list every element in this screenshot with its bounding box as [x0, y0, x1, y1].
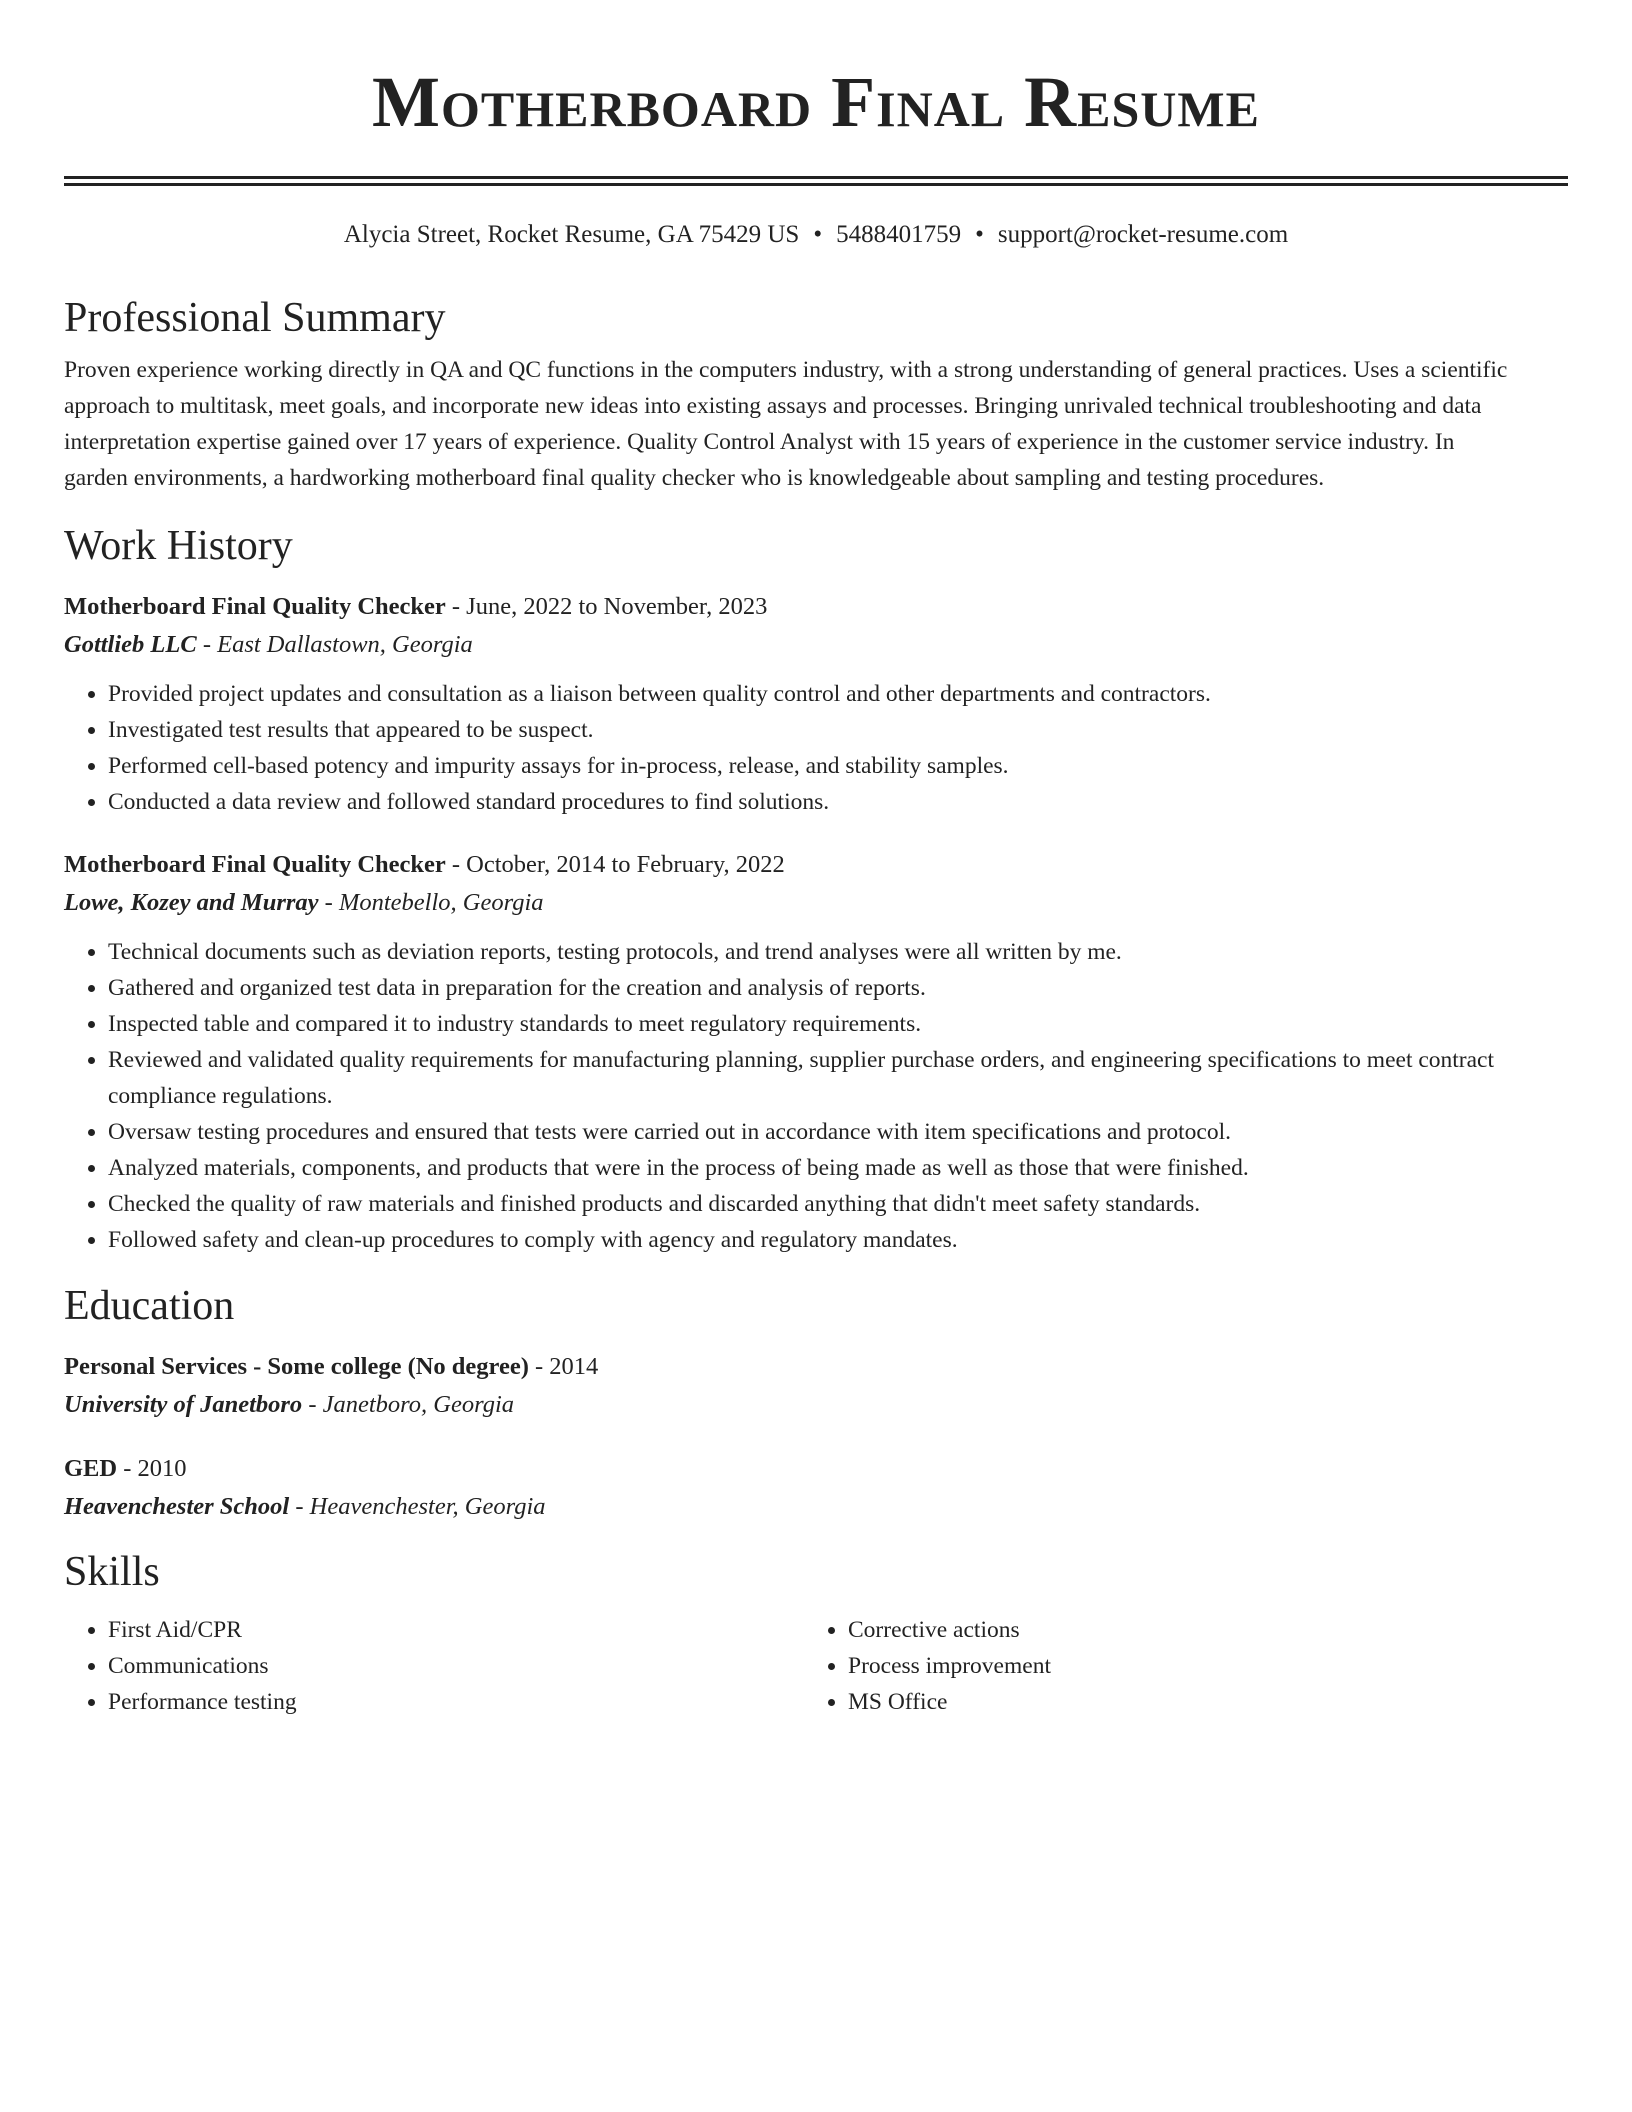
contact-address: Alycia Street, Rocket Resume, GA 75429 US [343, 221, 800, 248]
skills-heading: Skills [64, 1549, 160, 1595]
summary-section [64, 292, 1568, 496]
education-year: - 2010 [117, 1455, 187, 1482]
job-company: Lowe, Kozey and Murray [64, 889, 319, 916]
job-role: Motherboard Final Quality Checker [64, 851, 446, 878]
contact-separator: • [975, 221, 984, 248]
skill-item: • Corrective actions [848, 1612, 1544, 1648]
job-location: - East Dallastown, Georgia [196, 631, 473, 658]
contact-line [64, 218, 1568, 252]
skill-item: • First Aid/CPR [108, 1612, 804, 1648]
education-entry [64, 1348, 1568, 1424]
job-bullet: • Oversaw testing procedures and ensured that tests were carried out in accordance with item specifications and protocol. [108, 1114, 1568, 1150]
job-org-line [64, 884, 1568, 922]
job-bullet: • Investigated test results that appeared to be suspect. [108, 712, 1568, 748]
contact-email: support@rocket-resume.com [997, 221, 1289, 248]
job-bullet: • Followed safety and clean-up procedures to comply with agency and regulatory mandates. [108, 1222, 1568, 1258]
skill-item: • MS Office [848, 1684, 1544, 1720]
skill-item: • Performance testing [108, 1684, 804, 1720]
summary-text: Proven experience working directly in QA and QC functions in the computers industry, with a strong understanding of general practices. Uses a scientific approach to multitask, meet goals, and incorporate new ideas into existing assays and processes. Bringing unrivaled technical troubleshooting and data interpretation expertise gained over 17 years of experience. Quality Control Analyst with 15 years of experience in the customer service industry. In garden environments, a hardworking motherboard final quality checker who is knowledgeable about sampling and testing procedures. [64, 357, 1508, 491]
job-bullet: • Inspected table and compared it to industry standards to meet regulatory requirements. [108, 1006, 1568, 1042]
job-entry [64, 846, 1568, 1258]
education-degree: Personal Services - Some college (No degree) [64, 1353, 529, 1380]
education-school: University of Janetboro [64, 1391, 303, 1418]
title-divider [64, 176, 1568, 186]
job-dates: - October, 2014 to February, 2022 [445, 851, 785, 878]
skill-item: • Process improvement [848, 1648, 1544, 1684]
job-location: - Montebello, Georgia [318, 889, 544, 916]
job-title-line [64, 588, 1568, 626]
job-bullet-list [64, 676, 1568, 820]
education-school-line [64, 1386, 1568, 1424]
job-role: Motherboard Final Quality Checker [64, 593, 446, 620]
skills-list-left [64, 1612, 804, 1720]
education-entry [64, 1450, 1568, 1526]
job-dates: - June, 2022 to November, 2023 [445, 593, 768, 620]
contact-separator: • [813, 221, 823, 248]
education-location: - Janetboro, Georgia [302, 1391, 515, 1418]
job-company: Gottlieb LLC [64, 631, 197, 658]
skills-section [64, 1546, 1568, 1720]
job-bullet: • Checked the quality of raw materials and finished products and discarded anything that didn't meet safety standards. [108, 1186, 1568, 1222]
job-bullet-list [64, 934, 1568, 1258]
skills-list-right [804, 1612, 1544, 1720]
job-bullet: • Analyzed materials, components, and products that were in the process of being made as well as those that were finished. [108, 1150, 1568, 1186]
job-bullet: • Technical documents such as deviation reports, testing protocols, and trend analyses were all written by me. [108, 934, 1568, 970]
job-title-line [64, 846, 1568, 884]
education-heading: Education [64, 1283, 235, 1329]
job-org-line [64, 626, 1568, 664]
education-degree-line [64, 1348, 1568, 1386]
skill-item: • Communications [108, 1648, 804, 1684]
job-entry [64, 588, 1568, 820]
job-bullet: • Conducted a data review and followed standard procedures to find solutions. [108, 784, 1568, 820]
education-location: - Heavenchester, Georgia [289, 1493, 546, 1520]
work-history-section [64, 520, 1568, 1258]
education-school-line [64, 1488, 1568, 1526]
work-history-heading: Work History [64, 523, 293, 569]
education-degree-line [64, 1450, 1568, 1488]
education-section [64, 1280, 1568, 1526]
job-bullet: • Gathered and organized test data in preparation for the creation and analysis of reports. [108, 970, 1568, 1006]
skills-grid [64, 1612, 1568, 1720]
summary-heading: Professional Summary [64, 295, 446, 341]
job-bullet: • Provided project updates and consultation as a liaison between quality control and other departments and contractors. [108, 676, 1568, 712]
education-school: Heavenchester School [64, 1493, 290, 1520]
education-year: - 2014 [528, 1353, 599, 1380]
job-bullet: • Performed cell-based potency and impurity assays for in-process, release, and stability samples. [108, 748, 1568, 784]
contact-phone: 5488401759 [836, 221, 962, 248]
education-degree: GED [64, 1455, 118, 1482]
job-bullet: • Reviewed and validated quality requirements for manufacturing planning, supplier purchase orders, and engineering specifications to meet contract compliance regulations. [108, 1042, 1568, 1114]
resume-title: Motherboard Final Resume [372, 62, 1260, 142]
